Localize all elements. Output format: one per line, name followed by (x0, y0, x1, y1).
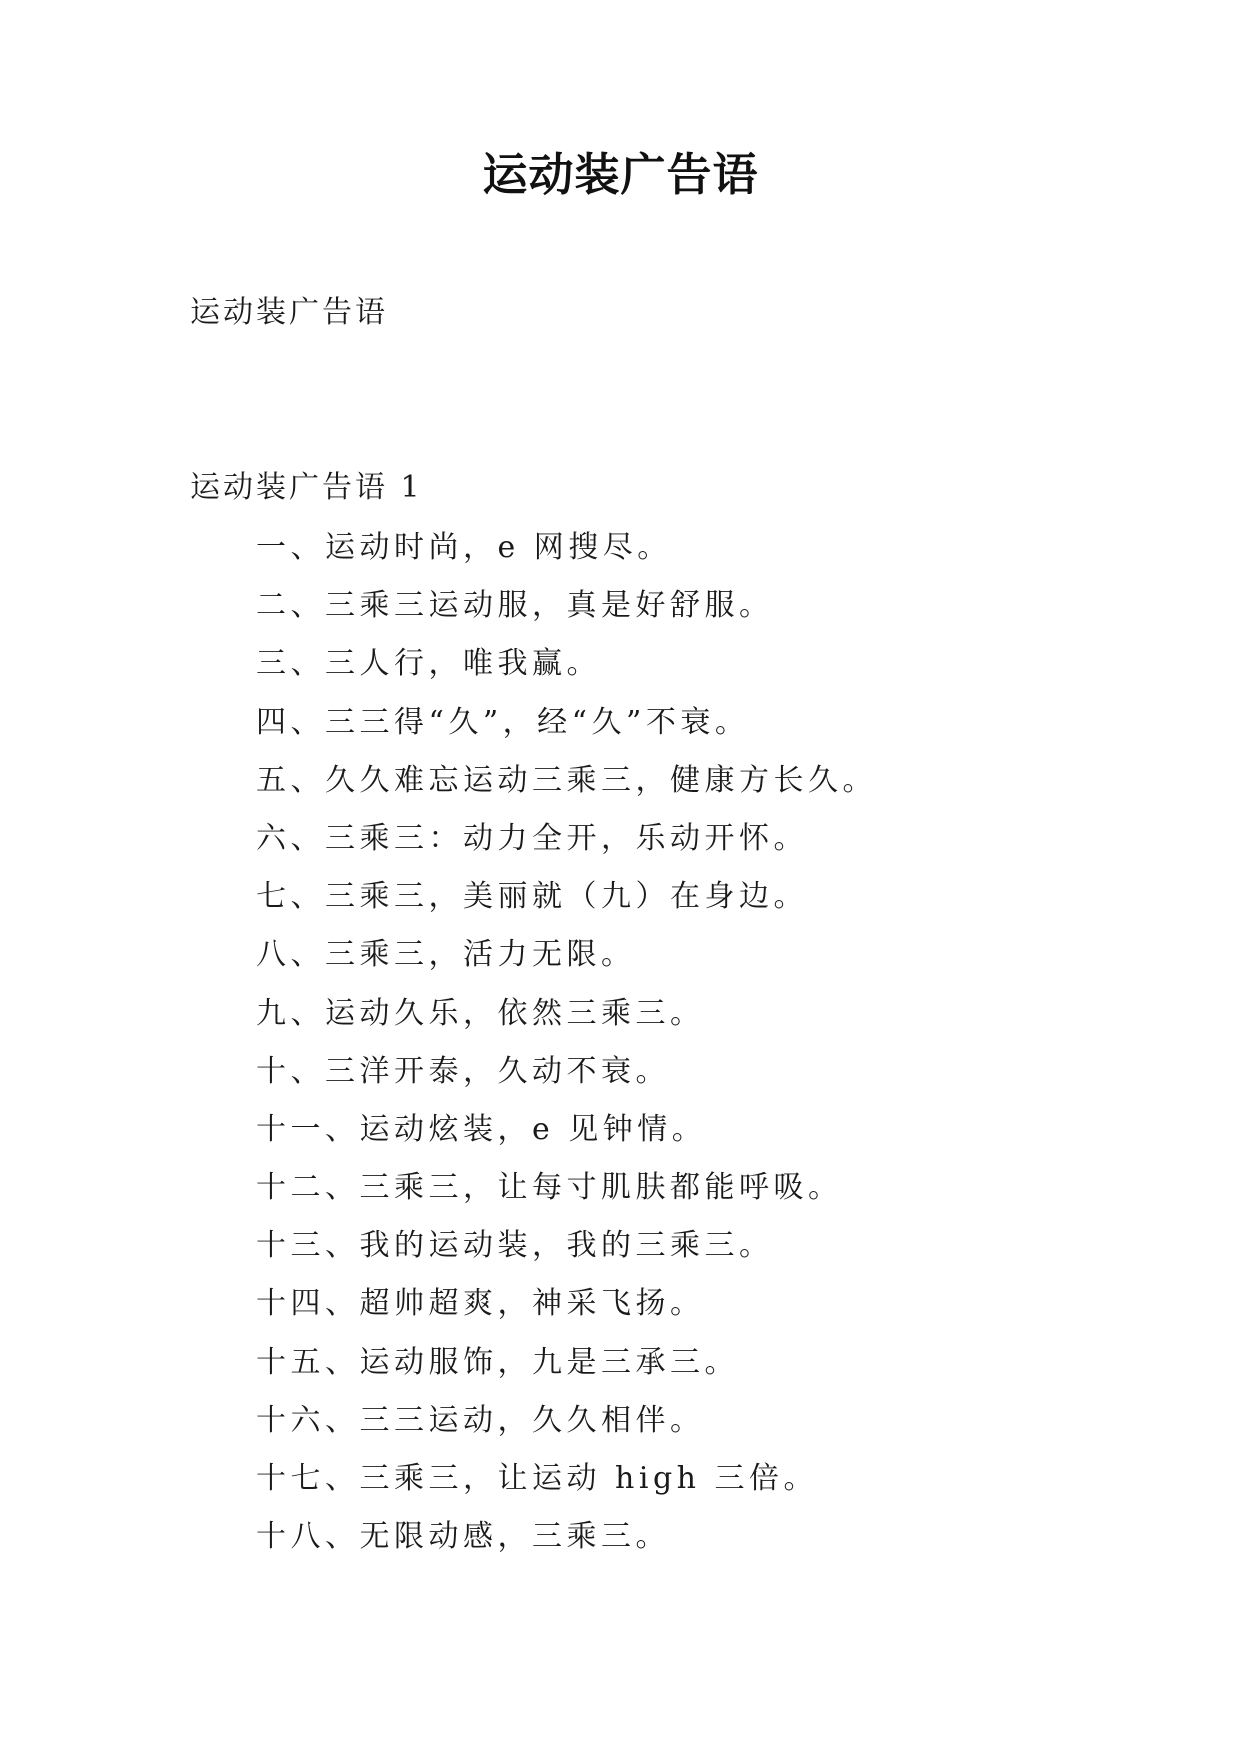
slogan-item: 三、三人行，唯我赢。 (256, 646, 601, 682)
slogan-item: 十四、超帅超爽，神采飞扬。 (256, 1286, 705, 1322)
slogan-item: 四、三三得“久”，经“久”不衰。 (256, 704, 750, 740)
slogan-item: 五、久久难忘运动三乘三，健康方长久。 (256, 762, 877, 798)
slogan-item: 十八、无限动感，三乘三。 (256, 1519, 670, 1555)
slogan-item: 十三、我的运动装，我的三乘三。 (256, 1228, 774, 1264)
slogan-item: 八、三乘三，活力无限。 (256, 937, 636, 973)
document-title: 运动装广告语 (482, 148, 759, 201)
slogan-item: 二、三乘三运动服，真是好舒服。 (256, 588, 774, 624)
slogan-item: 七、三乘三，美丽就（九）在身边。 (256, 879, 808, 915)
slogan-list (256, 530, 877, 1577)
slogan-item: 十二、三乘三，让每寸肌肤都能呼吸。 (256, 1170, 843, 1206)
slogan-item: 十五、运动服饰，九是三承三。 (256, 1344, 739, 1380)
document-subtitle: 运动装广告语 (190, 295, 388, 330)
slogan-item: 十一、运动炫装，e 见钟情。 (256, 1111, 707, 1147)
slogan-item: 十、三洋开泰，久动不衰。 (256, 1053, 670, 1089)
section-heading: 运动装广告语 1 (190, 470, 423, 505)
slogan-item: 十七、三乘三，让运动 high 三倍。 (256, 1461, 819, 1496)
slogan-item: 十六、三三运动，久久相伴。 (256, 1402, 705, 1438)
slogan-item: 一、运动时尚，e 网搜尽。 (256, 530, 672, 565)
slogan-item: 六、三乘三：动力全开，乐动开怀。 (256, 820, 808, 856)
slogan-item: 九、运动久乐，依然三乘三。 (256, 995, 705, 1031)
